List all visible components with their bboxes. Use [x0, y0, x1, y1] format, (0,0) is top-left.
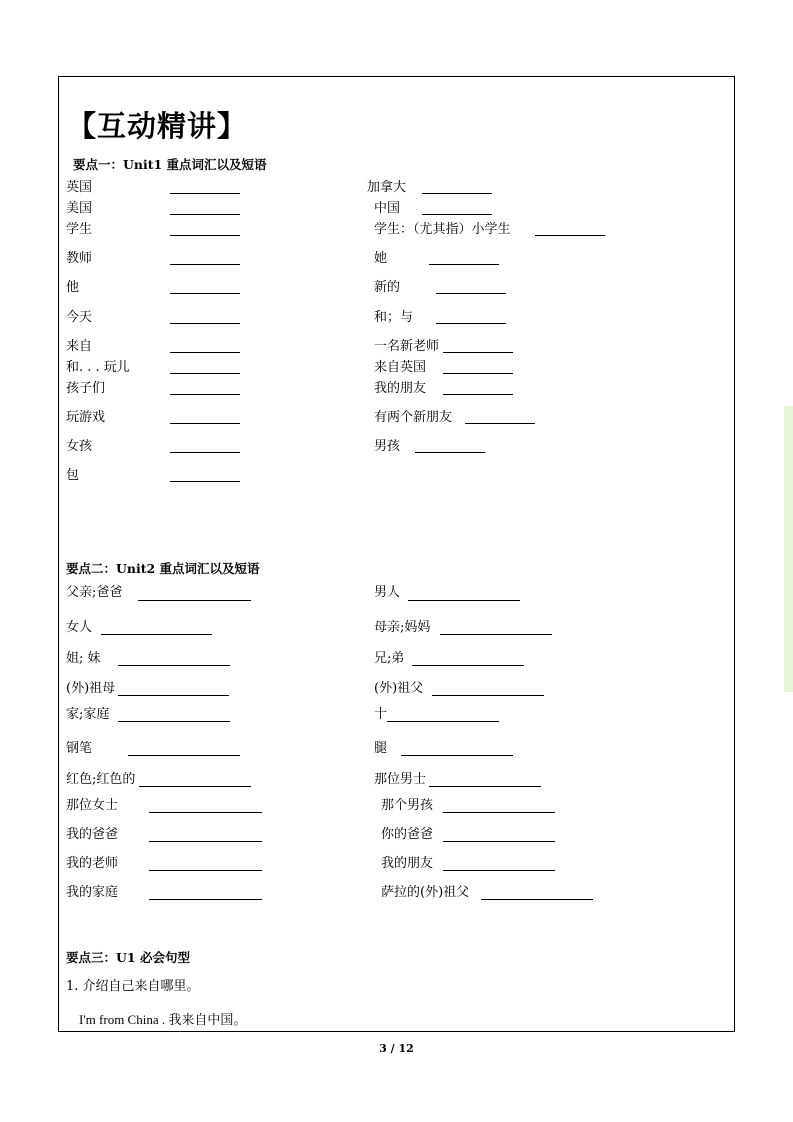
unit1-left-word: 美国 [66, 201, 93, 216]
unit2-left-word: 我的家庭 [66, 885, 119, 900]
unit1-right-word: 男孩 [374, 439, 401, 454]
unit1-right-word: 一名新老师 [374, 339, 440, 354]
section-title-unit2: 要点二：Unit2 重点词汇以及短语 [66, 561, 260, 576]
unit1-right-blank[interactable] [415, 452, 485, 453]
unit1-right-word: 加拿大 [367, 180, 407, 195]
unit1-left-word: 女孩 [66, 439, 93, 454]
unit1-left-word: 和. . . 玩儿 [66, 360, 130, 375]
unit1-left-blank[interactable] [170, 394, 240, 395]
unit1-left-blank[interactable] [170, 373, 240, 374]
unit2-left-blank[interactable] [118, 665, 230, 666]
unit1-right-word: 有两个新朋友 [374, 410, 453, 425]
unit2-right-word: 男人 [374, 585, 401, 600]
unit2-left-word: 钢笔 [66, 741, 93, 756]
unit1-right-blank[interactable] [422, 214, 492, 215]
unit2-left-blank[interactable] [149, 899, 262, 900]
unit2-left-blank[interactable] [128, 755, 240, 756]
unit1-right-blank[interactable] [535, 235, 605, 236]
unit1-left-word: 学生 [66, 222, 93, 237]
unit1-left-blank[interactable] [170, 481, 240, 482]
unit1-right-word: 我的朋友 [374, 381, 427, 396]
unit2-left-blank[interactable] [101, 634, 212, 635]
unit1-right-word: 和；与 [374, 310, 414, 325]
unit1-left-blank[interactable] [170, 264, 240, 265]
unit2-right-word: 你的爸爸 [381, 827, 434, 842]
unit2-right-word: 腿 [374, 741, 388, 756]
unit2-left-blank[interactable] [149, 870, 262, 871]
unit2-right-blank[interactable] [387, 721, 499, 722]
unit2-right-word: 萨拉的(外)祖父 [381, 885, 470, 900]
unit2-right-blank[interactable] [401, 755, 513, 756]
unit1-left-word: 玩游戏 [66, 410, 106, 425]
unit2-right-blank[interactable] [481, 899, 593, 900]
unit1-right-blank[interactable] [465, 423, 535, 424]
page-heading: 【互动精讲】 [67, 109, 248, 143]
unit2-right-word: 兄;弟 [374, 651, 405, 666]
unit1-right-word: 中国 [374, 201, 401, 216]
unit2-left-word: 我的老师 [66, 856, 119, 871]
unit2-right-word: 十 [374, 707, 388, 722]
unit1-left-word: 包 [66, 468, 80, 483]
unit1-right-word: 新的 [374, 280, 401, 295]
unit2-left-blank[interactable] [118, 695, 229, 696]
side-tab [784, 406, 793, 692]
unit2-left-word: 父亲;爸爸 [66, 585, 123, 600]
unit2-left-word: 家;家庭 [66, 707, 110, 722]
unit2-left-word: 红色;红色的 [66, 772, 136, 787]
unit2-right-blank[interactable] [443, 870, 555, 871]
unit1-right-blank[interactable] [443, 394, 513, 395]
sentence-example: I'm from China . 我来自中国。 [79, 1012, 247, 1027]
unit2-left-word: 姐; 妹 [66, 651, 101, 666]
unit2-right-word: 那个男孩 [381, 798, 434, 813]
unit2-right-word: 我的朋友 [381, 856, 434, 871]
unit1-left-blank[interactable] [170, 293, 240, 294]
unit1-left-blank[interactable] [170, 423, 240, 424]
unit2-right-blank[interactable] [429, 786, 541, 787]
unit1-left-blank[interactable] [170, 193, 240, 194]
unit2-left-blank[interactable] [139, 786, 251, 787]
unit2-right-word: (外)祖父 [374, 681, 424, 696]
unit1-left-word: 孩子们 [66, 381, 106, 396]
section-title-unit1: 要点一：Unit1 重点词汇以及短语 [73, 157, 267, 172]
unit1-right-word: 学生：（尤其指）小学生 [374, 222, 511, 237]
unit1-right-word: 来自英国 [374, 360, 427, 375]
unit1-left-blank[interactable] [170, 323, 240, 324]
unit2-left-word: (外)祖母 [66, 681, 116, 696]
unit1-left-word: 今天 [66, 310, 93, 325]
unit2-right-blank[interactable] [432, 695, 544, 696]
unit2-right-blank[interactable] [412, 665, 524, 666]
unit1-right-word: 她 [374, 251, 388, 266]
unit1-left-blank[interactable] [170, 235, 240, 236]
unit1-right-blank[interactable] [429, 264, 499, 265]
unit2-left-blank[interactable] [149, 812, 262, 813]
unit2-right-blank[interactable] [443, 812, 555, 813]
unit1-left-blank[interactable] [170, 452, 240, 453]
unit2-left-blank[interactable] [149, 841, 262, 842]
unit1-right-blank[interactable] [443, 373, 513, 374]
unit2-left-blank[interactable] [118, 721, 230, 722]
unit1-right-blank[interactable] [436, 323, 506, 324]
unit2-left-word: 我的爸爸 [66, 827, 119, 842]
unit2-right-word: 母亲;妈妈 [374, 620, 431, 635]
unit1-left-blank[interactable] [170, 352, 240, 353]
unit2-right-blank[interactable] [408, 600, 520, 601]
unit1-left-blank[interactable] [170, 214, 240, 215]
unit1-left-word: 英国 [66, 180, 93, 195]
page-number: 3 / 12 [379, 1042, 414, 1055]
unit2-right-blank[interactable] [440, 634, 552, 635]
unit1-left-word: 教师 [66, 251, 93, 266]
unit1-left-word: 他 [66, 280, 80, 295]
section-title-sentences: 要点三：U1 必会句型 [66, 950, 190, 965]
unit2-left-word: 女人 [66, 620, 93, 635]
sentence-item: 1. 介绍自己来自哪里。 [66, 979, 200, 994]
unit2-left-blank[interactable] [138, 600, 251, 601]
unit1-right-blank[interactable] [443, 352, 513, 353]
unit2-left-word: 那位女士 [66, 798, 119, 813]
unit1-right-blank[interactable] [422, 193, 492, 194]
unit2-right-word: 那位男士 [374, 772, 427, 787]
unit2-right-blank[interactable] [443, 841, 555, 842]
unit1-right-blank[interactable] [436, 293, 506, 294]
unit1-left-word: 来自 [66, 339, 93, 354]
